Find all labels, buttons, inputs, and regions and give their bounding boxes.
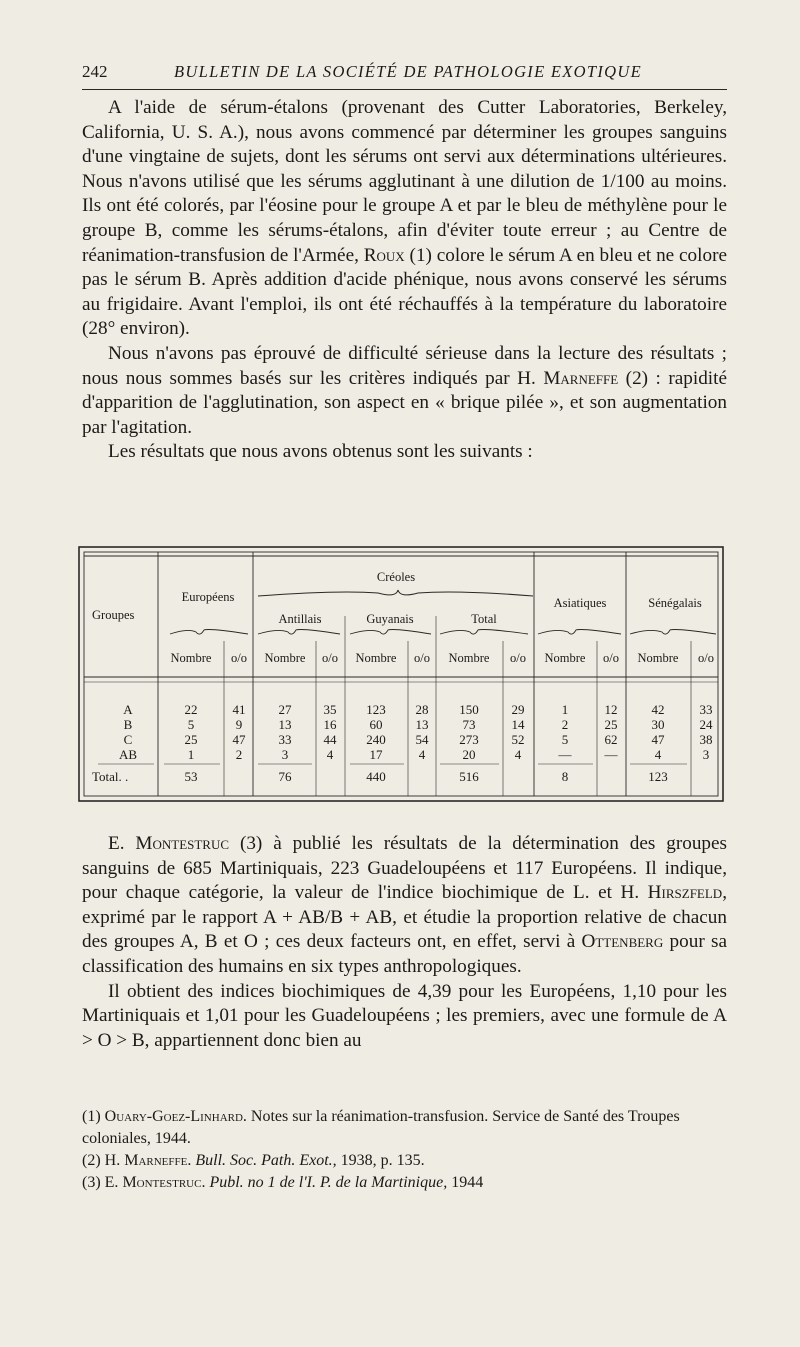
sub-nombre: Nombre [355, 651, 397, 665]
paragraph-results-intro: Les résultats que nous avons obtenus sont les suivants : [108, 441, 533, 463]
paragraph-text: (1) colore le sérum A en bleu et ne colore pas le sérum B. Après addition d'acide phénique, nous avons conservé les sérums au frigidaire. Avant l'emploi, ils ont été réchauffés à la température du laboratoire (28° environ). [82, 244, 727, 340]
cell: 33 [699, 702, 713, 717]
cell: 42 [651, 702, 665, 717]
author-name: Ouary-Goez-Linhard. [104, 1108, 247, 1125]
paragraph-text: pour sa classification des humains en six types anthropologiques. [82, 931, 727, 977]
cell: 3 [281, 747, 289, 762]
cell: 33 [278, 732, 292, 747]
cell: 12 [604, 702, 618, 717]
total-cell: 516 [459, 769, 479, 784]
header-asiatiques: Asiatiques [553, 596, 607, 610]
cell: 35 [323, 702, 337, 717]
upper-text-block [82, 96, 727, 465]
journal-reference: Publ. no 1 de l'I. P. de la Martinique, [205, 1174, 448, 1191]
table-rules [78, 546, 724, 802]
sub-pct: o/o [322, 651, 338, 665]
sub-pct: o/o [414, 651, 430, 665]
paragraph-text: (3) à publié les résultats de la détermination des groupes sanguins de 685 Martiniquais, 223 Guadeloupéens et 117 Européens. Il indique, pour chaque catégorie, la valeur de l'indice biochimique de L. et H. [82, 833, 727, 904]
author-name: Roux [363, 244, 405, 266]
running-header [82, 62, 727, 86]
paragraph-biochemical-index: Il obtient des indices biochimiques de 4,39 pour les Européens, 1,10 pour les Martiniquais et 1,01 pour les Guadeloupéens ; les premiers, avec une formule de A > O > B, appartiennent donc bien au [82, 980, 727, 1051]
cell: 20 [462, 747, 476, 762]
header-guyanais: Guyanais [366, 612, 414, 626]
footnotes [82, 1106, 727, 1194]
author-name: Montestruc. [122, 1174, 206, 1191]
cell: 2 [235, 747, 243, 762]
sub-pct: o/o [603, 651, 619, 665]
total-cell: 76 [278, 769, 292, 784]
paragraph-montestruc [82, 832, 727, 980]
author-name: Marneffe. [124, 1152, 192, 1169]
header-europeens: Européens [181, 590, 235, 604]
header-senegalais: Sénégalais [648, 596, 702, 610]
footnote-text: 1938, p. 135. [336, 1152, 425, 1169]
cell: 123 [366, 702, 386, 717]
footnote-text: H. [104, 1152, 125, 1169]
sub-pct: o/o [698, 651, 714, 665]
cell: 41 [232, 702, 246, 717]
total-cell: 123 [648, 769, 668, 784]
paragraph-reading-results [82, 342, 727, 440]
sub-nombre: Nombre [637, 651, 679, 665]
sub-nombre: Nombre [544, 651, 586, 665]
cell-group: A [123, 702, 133, 717]
cell: 52 [511, 732, 525, 747]
cell: — [558, 747, 572, 762]
cell: 13 [278, 717, 292, 732]
sub-nombre: Nombre [264, 651, 306, 665]
journal-reference: Bull. Soc. Path. Exot., [191, 1152, 337, 1169]
cell: 4 [514, 747, 522, 762]
sub-pct: o/o [231, 651, 247, 665]
cell: 38 [699, 732, 713, 747]
cell: 4 [326, 747, 334, 762]
cell: 273 [459, 732, 479, 747]
paragraph-text: A l'aide de sérum-étalons (provenant des Cutter Laboratories, Berkeley, California, U. S. A.), nous avons commencé par déterminer les groupes sanguins d'une vingtaine de sujets, dont les sérums ont servi aux déterminations ultérieures. Nous n'avons utilisé que les sérums agglutinant à une dilution de 1/100 au moins. Ils ont été colorés, par l'éosine pour le groupe A et par le bleu de méthylène pour le groupe B, comme les sérums-étalons, afin d'éviter toute erreur ; au Centre de réanimation-transfusion de l'Armée, [82, 97, 727, 266]
cell: 3 [702, 747, 710, 762]
sub-pct: o/o [510, 651, 526, 665]
paragraph-text: , exprimé par le rapport A + AB/B + AB, et étudie la proportion relative de chacun des groupes A, B et O ; ces deux facteurs ont, en effet, servi à [82, 882, 727, 953]
lower-text-block [82, 832, 727, 1053]
cell: 4 [654, 747, 662, 762]
cell: 73 [462, 717, 476, 732]
cell: 24 [699, 717, 713, 732]
footnote-2 [82, 1150, 727, 1172]
header-creoles: Créoles [376, 570, 416, 584]
journal-title: BULLETIN DE LA SOCIÉTÉ DE PATHOLOGIE EXOTIQUE [174, 62, 642, 81]
paragraph-text: E. [108, 833, 136, 854]
cell: 5 [561, 732, 569, 747]
footnote-text: E. [104, 1174, 123, 1191]
blood-group-table [78, 546, 724, 802]
author-name: Hirszfeld [647, 882, 723, 904]
cell: 14 [511, 717, 525, 732]
cell: 5 [187, 717, 195, 732]
footnote-number: (2) [82, 1152, 101, 1169]
cell: 240 [366, 732, 386, 747]
cell: 29 [511, 702, 525, 717]
cell: 4 [418, 747, 426, 762]
cell: 17 [369, 747, 383, 762]
footnote-text: 1944 [447, 1174, 484, 1191]
cell: 1 [187, 747, 195, 762]
cell: 2 [561, 717, 569, 732]
footnote-text: Notes sur la réanimation-transfusion. Service de Santé des Troupes coloniales, 1944. [82, 1108, 680, 1147]
footnote-number: (3) [82, 1174, 101, 1191]
cell: 9 [235, 717, 243, 732]
header-groupes: Groupes [92, 608, 135, 622]
cell: 13 [415, 717, 429, 732]
paragraph-text: (2) : rapidité d'apparition de l'agglutination, son aspect en « brique pilée », et son augmentation par l'agitation. [82, 367, 727, 438]
total-label: Total. . [92, 769, 129, 784]
cell-group: B [123, 717, 133, 732]
cell: 47 [651, 732, 665, 747]
header-total: Total [471, 612, 497, 626]
sub-nombre: Nombre [448, 651, 490, 665]
total-cell: 53 [184, 769, 198, 784]
cell: 25 [604, 717, 618, 732]
cell: 22 [184, 702, 198, 717]
cell: 16 [323, 717, 337, 732]
cell: — [604, 747, 618, 762]
header-antillais: Antillais [278, 612, 322, 626]
footnote-3 [82, 1172, 727, 1194]
total-cell: 440 [366, 769, 386, 784]
cell: 47 [232, 732, 246, 747]
cell-group: C [123, 732, 133, 747]
footnote-1 [82, 1106, 727, 1150]
cell: 62 [604, 732, 618, 747]
cell: 54 [415, 732, 429, 747]
cell: 150 [459, 702, 479, 717]
cell-group: AB [118, 747, 138, 762]
cell: 28 [415, 702, 429, 717]
author-name: Montestruc [135, 833, 230, 854]
cell: 60 [369, 717, 383, 732]
footnote-number: (1) [82, 1108, 101, 1125]
page-number: 242 [82, 62, 108, 81]
cell: 1 [561, 702, 569, 717]
cell: 44 [323, 732, 337, 747]
cell: 30 [651, 717, 665, 732]
cell: 25 [184, 732, 198, 747]
paragraph-serum-method [82, 96, 727, 342]
author-name: Ottenberg [581, 931, 664, 953]
author-name: Marneffe [543, 367, 619, 389]
sub-nombre: Nombre [170, 651, 212, 665]
paragraph-text: Nous n'avons pas éprouvé de difficulté sérieuse dans la lecture des résultats ; nous nous sommes basés sur les critères indiqués par H. [82, 342, 727, 389]
header-rule [82, 89, 727, 90]
total-cell: 8 [561, 769, 569, 784]
cell: 27 [278, 702, 292, 717]
